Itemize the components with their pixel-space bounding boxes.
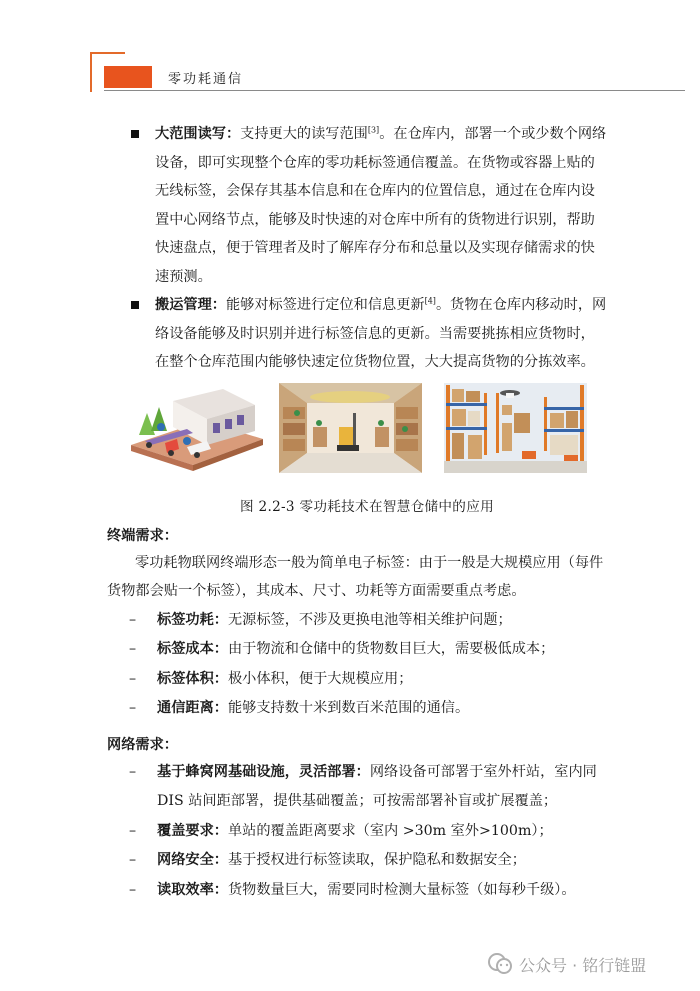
item-label: 标签成本： (157, 641, 228, 657)
item-label: 通信距离： (157, 700, 228, 716)
list-item (107, 606, 607, 636)
warehouse-shelf-robots-illustration (444, 383, 587, 473)
header-title: 零功耗通信 (168, 72, 244, 87)
figure-caption: 图 2.2-3 零功耗技术在智慧仓储中的应用 (239, 498, 494, 515)
section-title-network: 网络需求： (107, 736, 178, 753)
bullet-item (107, 291, 607, 377)
warehouse-forklift-illustration (279, 383, 422, 473)
bullet-text: 。在仓库内，部署一个或少数个网络设备，即可实现整个仓库的零功耗标签通信覆盖。在货物或容器上贴的无线标签，会保存其基本信息和在仓库内的位置信息，通过在仓库内设置中心网络节点，能够及时快速的对仓库中所有的货物进行识别，帮助快速盘点，便于管理者及时了解库存分布和总量以及实现存储需求的快速预测。 (155, 126, 607, 285)
item-text: 网络设备可部署于室外杆站，室内同DIS 站间距部署，提供基础覆盖；可按需部署补盲或扩展覆盖； (157, 763, 597, 809)
wechat-official-account-icon (487, 951, 513, 977)
terminal-intro: 零功耗物联网终端形态一般为简单电子标签：由于一般是大规模应用（每件货物都会贴一个标签），其成本、尺寸、功耗等方面需要重点考虑。 (107, 554, 604, 599)
item-label: 基于蜂窝网基础设施，灵活部署： (157, 763, 370, 780)
item-label: 网络安全： (157, 852, 228, 868)
dash-bullet: – (129, 611, 137, 628)
header-orange-bar (104, 66, 152, 88)
item-text: 基于授权进行标签读取，保护隐私和数据安全； (227, 852, 526, 868)
citation-ref[interactable]: [4] (424, 296, 436, 306)
dash-bullet: – (129, 641, 137, 657)
item-label: 读取效率： (157, 881, 228, 898)
list-item (107, 758, 607, 817)
dash-bullet: – (129, 700, 137, 716)
square-bullet-icon (131, 301, 139, 309)
dash-bullet: – (129, 881, 137, 898)
wechat-watermark (487, 948, 646, 980)
list-item (107, 635, 607, 665)
bullet-item (107, 120, 607, 291)
dash-bullet: – (129, 852, 137, 868)
header-rule (104, 90, 685, 91)
list-item (107, 665, 607, 695)
section-title-terminal: 终端需求： (107, 527, 178, 544)
item-label: 标签功耗： (157, 611, 228, 628)
list-item (107, 876, 607, 906)
page-body (107, 120, 607, 905)
item-text: 能够支持数十米到数百米范围的通信。 (227, 700, 470, 716)
square-bullet-icon (131, 130, 139, 138)
citation-ref[interactable]: [3] (367, 125, 380, 135)
figure-row (107, 383, 607, 473)
dash-bullet: – (129, 670, 137, 687)
page-header (90, 52, 685, 92)
item-text: 极小体积，便于大规模应用； (227, 670, 413, 687)
dash-bullet: – (129, 822, 137, 839)
item-label: 标签体积： (157, 670, 228, 687)
isometric-warehouse-illustration (127, 383, 267, 473)
dash-bullet: – (129, 763, 137, 780)
bullet-text: 能够对标签进行定位和信息更新 (225, 297, 425, 313)
bullet-label: 大范围读写： (155, 126, 241, 142)
item-text: 由于物流和仓储中的货物数目巨大，需要极低成本； (227, 641, 555, 657)
item-label: 覆盖要求： (157, 822, 228, 839)
list-item (107, 817, 607, 847)
bullet-text: 。货物在仓库内移动时，网络设备能够及时识别并进行标签信息的更新。当需要挑拣相应货物时，在整个仓库范围内能够快速定位货物位置，大大提高货物的分拣效率。 (155, 297, 607, 370)
item-text: 单站的覆盖距离要求（室内 >30m 室外>100m）； (227, 822, 553, 839)
list-item (107, 694, 607, 724)
list-item (107, 846, 607, 876)
watermark-text: 公众号 · 铭行链盟 (519, 955, 647, 975)
bullet-label: 搬运管理： (155, 297, 226, 313)
item-text: 无源标签，不涉及更换电池等相关维护问题； (227, 611, 512, 628)
item-text: 货物数量巨大，需要同时检测大量标签（如每秒千级）。 (227, 881, 576, 898)
bullet-text: 支持更大的读写范围 (240, 126, 368, 142)
